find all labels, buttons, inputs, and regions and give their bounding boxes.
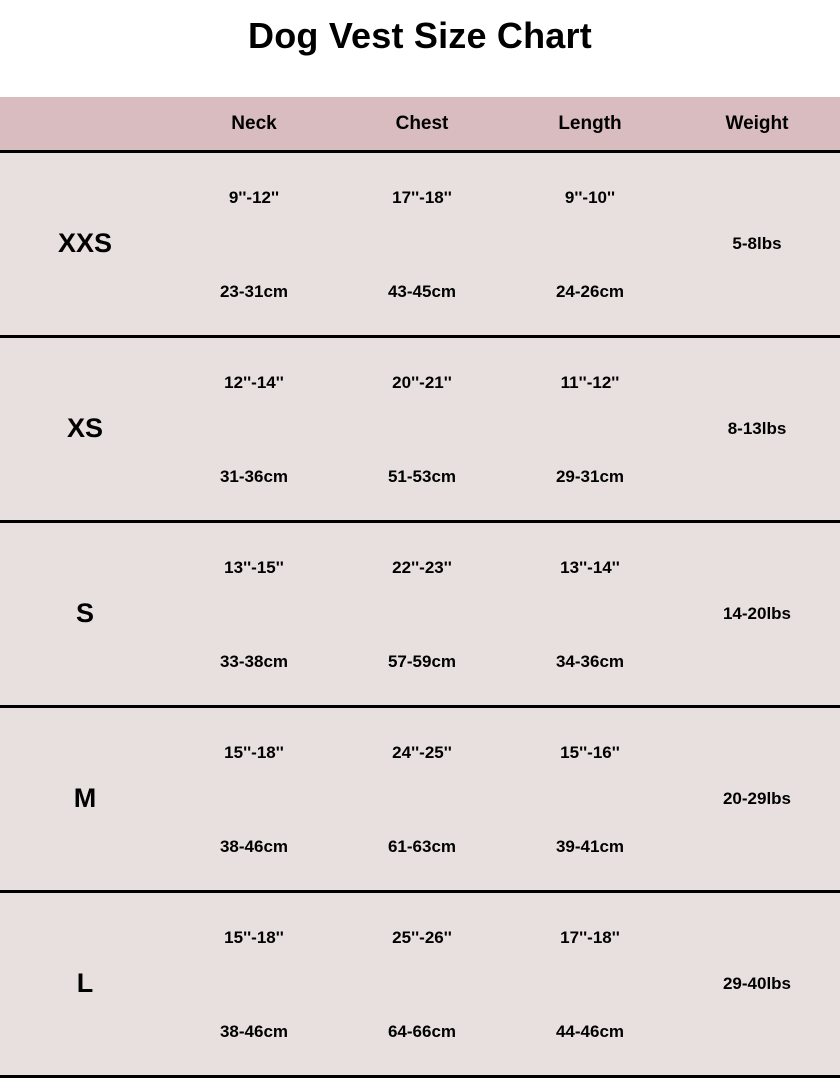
weight-cell — [674, 708, 840, 890]
chest-centimeters: 43-45cm — [387, 282, 457, 301]
length-centimeters: 39-41cm — [555, 837, 625, 856]
length-inches: 15''-16'' — [560, 743, 620, 762]
weight-cell — [674, 523, 840, 705]
weight-cell — [674, 338, 840, 520]
size-cell — [0, 523, 170, 705]
weight-value: 5-8lbs — [732, 234, 782, 253]
size-chart-table — [0, 97, 840, 1078]
weight-value: 29-40lbs — [722, 974, 792, 993]
length-cell — [506, 708, 674, 890]
neck-centimeters: 33-38cm — [219, 652, 289, 671]
chest-inches: 22''-23'' — [392, 558, 452, 577]
size-label: XS — [66, 413, 104, 443]
chest-cell — [338, 893, 506, 1075]
length-cell — [506, 153, 674, 335]
length-inches: 17''-18'' — [560, 928, 620, 947]
chest-cell — [338, 153, 506, 335]
neck-centimeters: 23-31cm — [219, 282, 289, 301]
chest-centimeters: 57-59cm — [387, 652, 457, 671]
size-cell — [0, 893, 170, 1075]
size-cell — [0, 153, 170, 335]
table-header — [0, 97, 840, 153]
header-neck: Neck — [231, 113, 277, 134]
weight-value: 14-20lbs — [722, 604, 792, 623]
neck-inches: 9''-12'' — [228, 188, 280, 207]
neck-centimeters: 38-46cm — [219, 837, 289, 856]
table-row — [0, 893, 840, 1078]
size-cell — [0, 708, 170, 890]
neck-cell — [170, 338, 338, 520]
size-cell — [0, 338, 170, 520]
length-centimeters: 34-36cm — [555, 652, 625, 671]
chest-inches: 17''-18'' — [392, 188, 452, 207]
length-cell — [506, 893, 674, 1075]
weight-value: 20-29lbs — [722, 789, 792, 808]
chest-cell — [338, 338, 506, 520]
table-row — [0, 708, 840, 893]
neck-cell — [170, 153, 338, 335]
chest-inches: 24''-25'' — [392, 743, 452, 762]
chest-cell — [338, 523, 506, 705]
size-label: M — [73, 783, 97, 813]
length-centimeters: 44-46cm — [555, 1022, 625, 1041]
neck-cell — [170, 893, 338, 1075]
neck-inches: 15''-18'' — [224, 928, 284, 947]
chest-centimeters: 61-63cm — [387, 837, 457, 856]
length-inches: 11''-12'' — [560, 373, 620, 392]
weight-cell — [674, 893, 840, 1075]
table-row — [0, 153, 840, 338]
neck-centimeters: 31-36cm — [219, 467, 289, 486]
length-cell — [506, 338, 674, 520]
chest-cell — [338, 708, 506, 890]
weight-cell — [674, 153, 840, 335]
chest-inches: 25''-26'' — [392, 928, 452, 947]
neck-cell — [170, 523, 338, 705]
table-row — [0, 338, 840, 523]
chest-centimeters: 51-53cm — [387, 467, 457, 486]
length-inches: 13''-14'' — [560, 558, 620, 577]
table-row — [0, 523, 840, 708]
length-centimeters: 24-26cm — [555, 282, 625, 301]
header-length: Length — [558, 113, 622, 134]
neck-inches: 13''-15'' — [224, 558, 284, 577]
size-label: L — [76, 968, 94, 998]
chest-centimeters: 64-66cm — [387, 1022, 457, 1041]
chest-inches: 20''-21'' — [392, 373, 452, 392]
size-label: XXS — [57, 228, 113, 258]
header-weight: Weight — [725, 113, 789, 134]
page-title: Dog Vest Size Chart — [248, 15, 592, 56]
length-cell — [506, 523, 674, 705]
neck-inches: 15''-18'' — [224, 743, 284, 762]
size-label: S — [75, 598, 94, 628]
neck-centimeters: 38-46cm — [219, 1022, 289, 1041]
length-inches: 9''-10'' — [564, 188, 616, 207]
neck-inches: 12''-14'' — [224, 373, 284, 392]
weight-value: 8-13lbs — [727, 419, 787, 438]
length-centimeters: 29-31cm — [555, 467, 625, 486]
header-chest: Chest — [395, 113, 449, 134]
neck-cell — [170, 708, 338, 890]
